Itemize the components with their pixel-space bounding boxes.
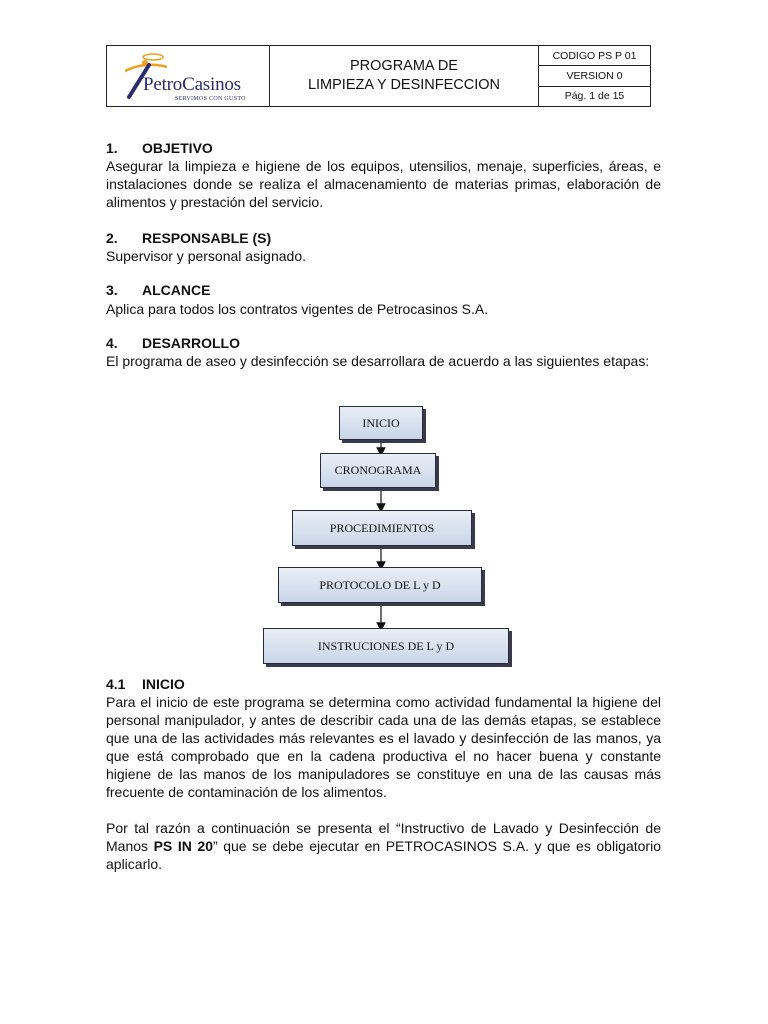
section-title: ALCANCE <box>142 282 211 298</box>
section-title: OBJETIVO <box>142 140 213 156</box>
logo-tagline: SERVIMOS CON GUSTO <box>175 96 246 102</box>
text-run: ” que se debe ejecutar en PETROCASINOS S.A. y que es obligatorio aplicarlo. <box>106 838 661 872</box>
document-version: VERSION 0 <box>539 66 650 86</box>
flow-step-procedimientos: PROCEDIMIENTOS <box>292 510 472 546</box>
title-line-2: LIMPIEZA Y DESINFECCION <box>307 77 501 93</box>
section-text-responsable: Supervisor y personal asignado. <box>106 248 307 264</box>
flow-step-protocolo: PROTOCOLO DE L y D <box>278 567 482 603</box>
page-number: Pág. 1 de 15 <box>564 90 625 103</box>
section-title: INICIO <box>142 676 185 692</box>
flow-step-inicio: INICIO <box>339 406 423 440</box>
flow-step-instrucciones: INSTRUCIONES DE L y D <box>263 628 509 664</box>
section-number: 4. <box>106 335 118 351</box>
section-text-inicio: Para el inicio de este programa se determina como actividad fundamental la higiene del personal manipulador, y antes de describir cada una de las demás etapas, se establece que una de las actividades más relevantes es el lavado y desinfección de las manos, ya que está comprobado que en la cadena productiva el no hacer buena y constante higiene de las manos de los manipuladores se constituye en una de las causas más frecuente de contaminación de los alimentos. <box>106 694 661 800</box>
section-number: 2. <box>106 230 118 246</box>
section-text-desarrollo: El programa de aseo y desinfección se desarrollara de acuerdo a las siguientes etapas: <box>106 353 650 369</box>
section-number: 3. <box>106 282 118 298</box>
section-title: DESARROLLO <box>142 335 240 351</box>
text-run: Por tal razón a continuación se presenta el “Instructivo de Lavado y Desinfección de Manos <box>106 820 661 854</box>
document-code: CODIGO PS P 01 <box>539 46 650 66</box>
section-text-instructivo <box>106 819 661 873</box>
section-text-alcance: Aplica para todos los contratos vigentes de Petrocasinos S.A. <box>106 301 489 317</box>
section-heading-inicio <box>106 676 185 692</box>
section-title: RESPONSABLE (S) <box>142 230 272 246</box>
section-number: 1. <box>106 140 118 156</box>
logo-wordmark: PetroCasinos <box>143 74 241 95</box>
title-line-1: PROGRAMA DE <box>350 58 458 74</box>
document-reference: PS IN 20 <box>153 838 213 854</box>
flow-step-cronograma: CRONOGRAMA <box>320 453 436 488</box>
section-text-objetivo: Asegurar la limpieza e higiene de los equipos, utensilios, menaje, superficies, áreas, e instalaciones donde se realiza el almacenamiento de materias primas, elaboración de alimentos y prestación del servicio. <box>106 158 661 210</box>
section-number: 4.1 <box>106 676 126 692</box>
